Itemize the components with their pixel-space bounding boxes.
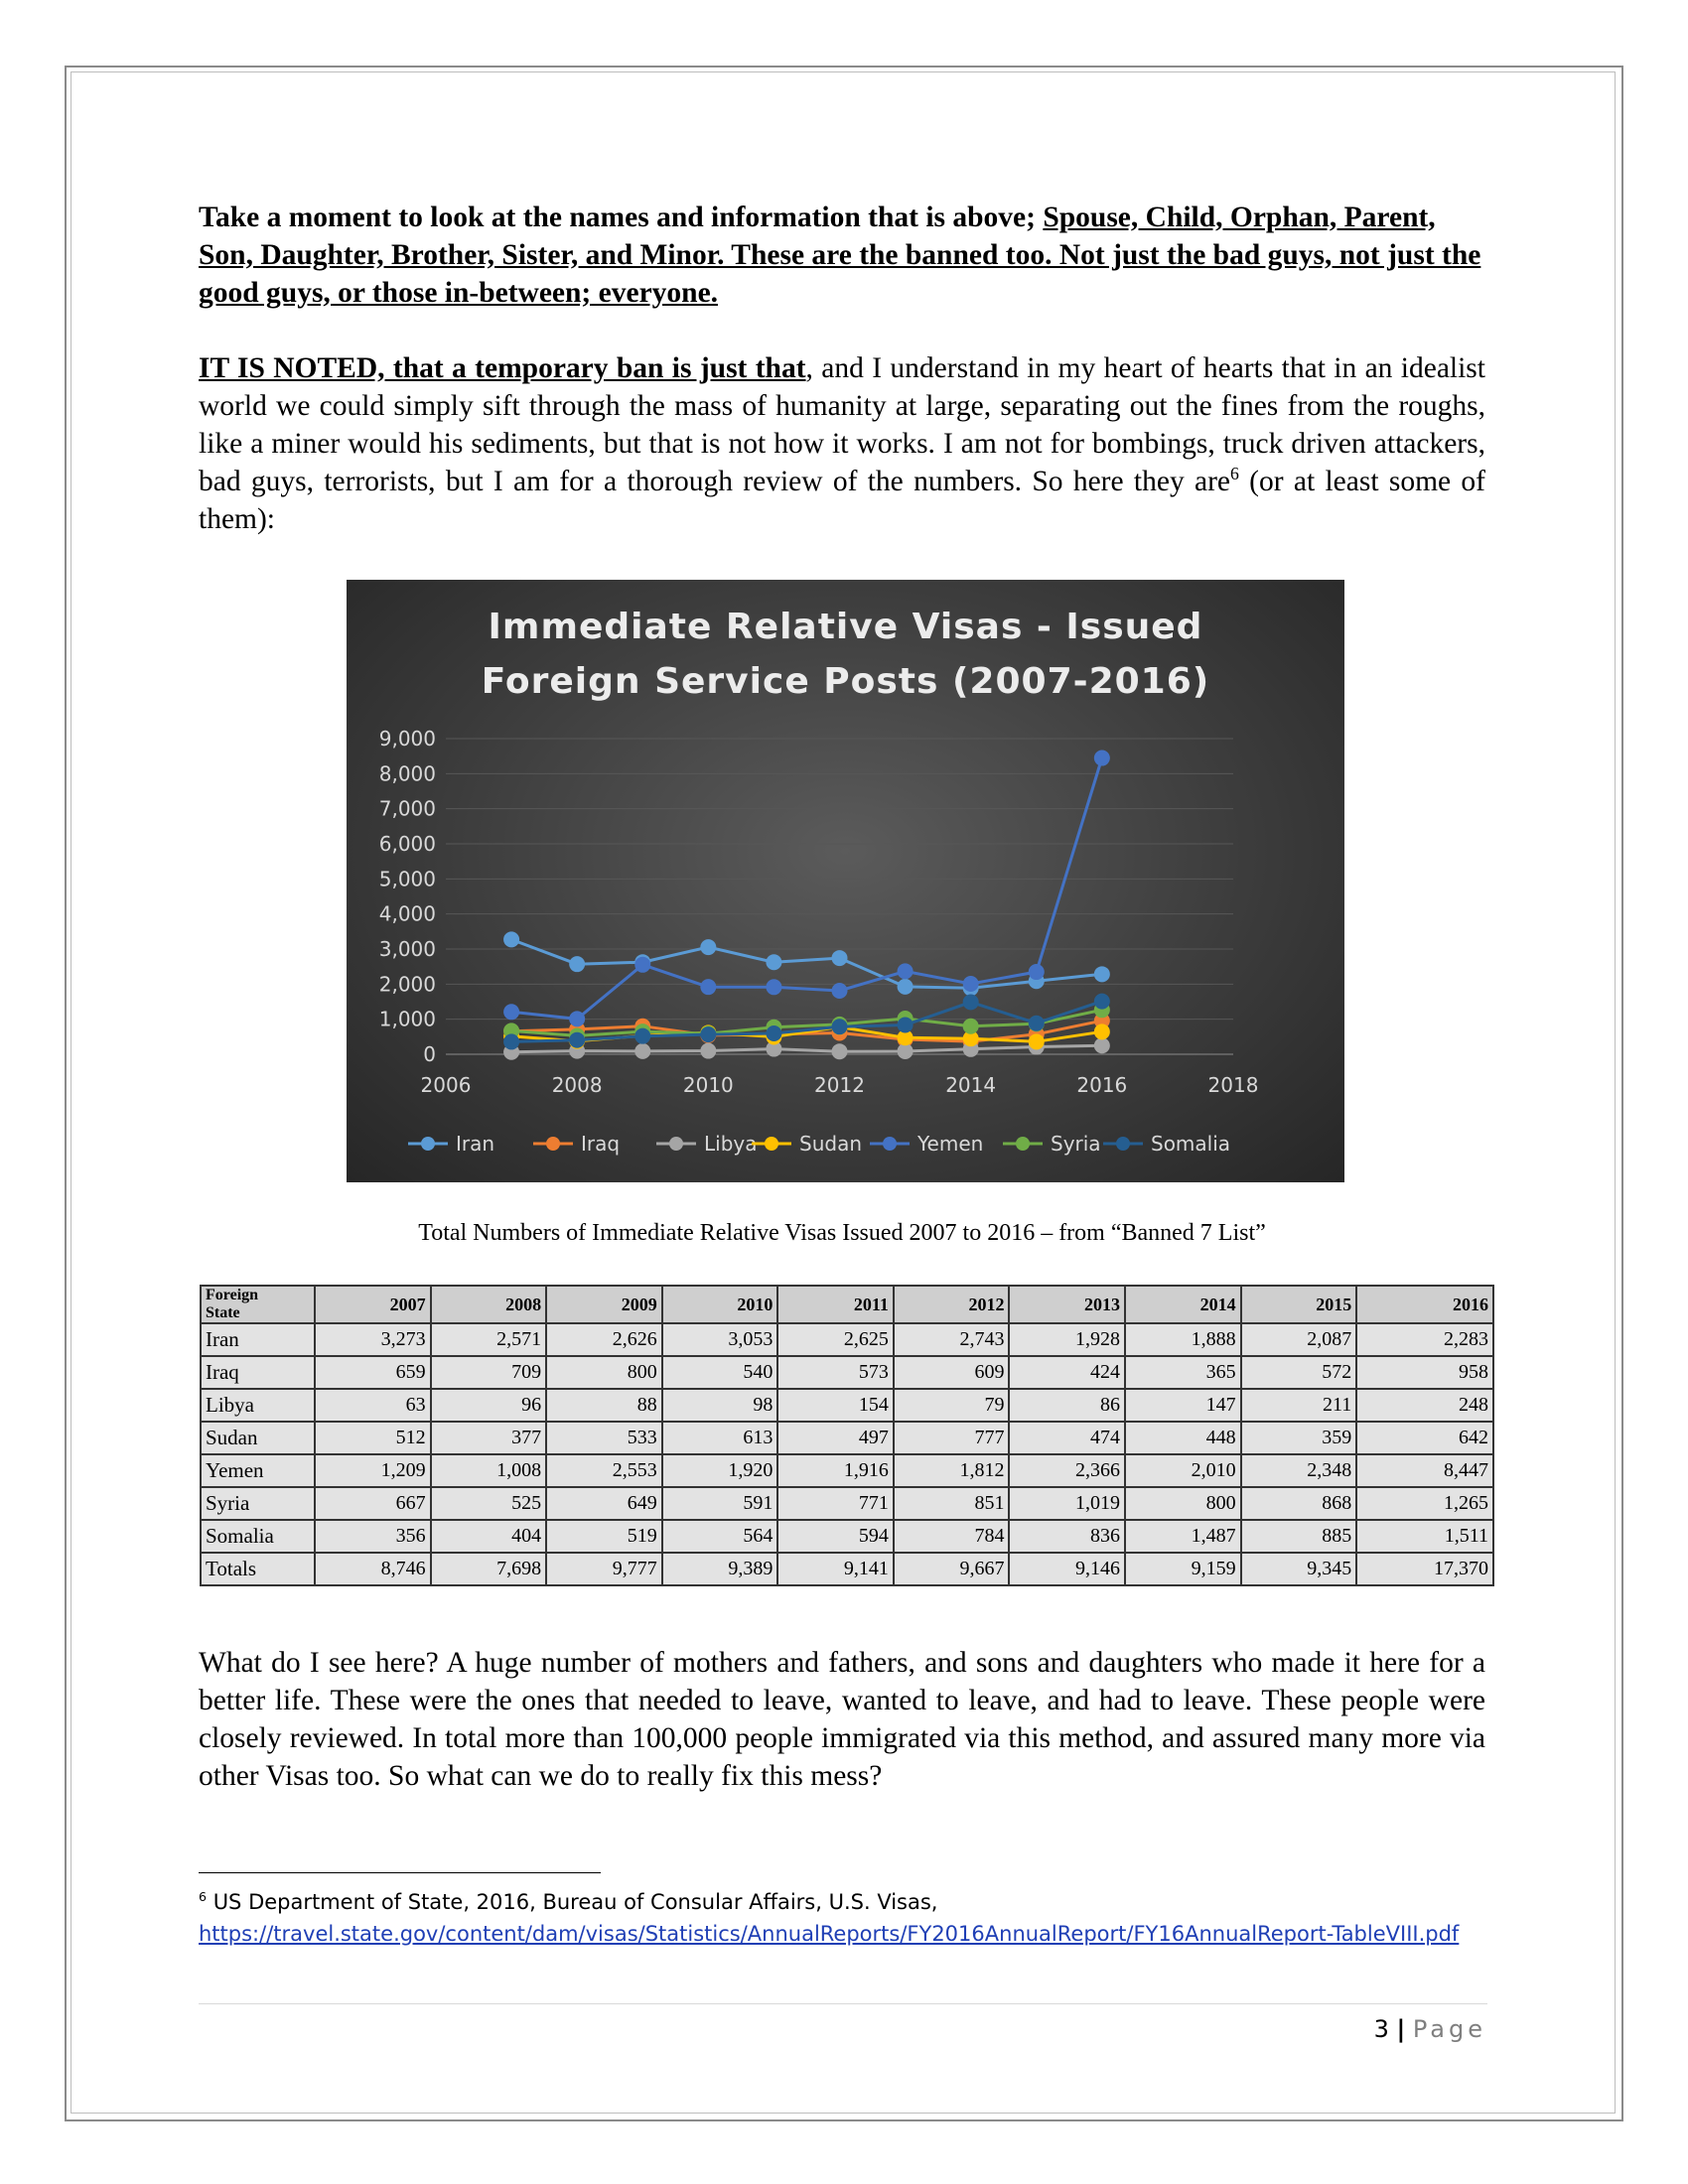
- data-point-yemen: [1029, 964, 1045, 980]
- table-cell: 9,146: [1009, 1553, 1125, 1585]
- table-cell: 800: [1125, 1487, 1241, 1520]
- table-header-row: [201, 1286, 1493, 1323]
- data-point-libya: [898, 1043, 914, 1059]
- paragraph-banned-relatives: [199, 199, 1485, 312]
- table-cell: 659: [315, 1356, 431, 1389]
- table-cell: 1,511: [1356, 1520, 1493, 1553]
- table-cell: 594: [777, 1520, 894, 1553]
- table-cell: 1,265: [1356, 1487, 1493, 1520]
- table-cell: 591: [662, 1487, 778, 1520]
- table-cell: 9,777: [546, 1553, 662, 1585]
- table-cell: 1,916: [777, 1454, 894, 1487]
- x-tick-label: 2018: [1207, 1073, 1259, 1097]
- table-cell: 96: [431, 1389, 547, 1422]
- table-cell: 9,141: [777, 1553, 894, 1585]
- data-point-iran: [898, 979, 914, 995]
- row-state-name: Libya: [201, 1389, 315, 1422]
- legend-label: Syria: [1051, 1132, 1101, 1156]
- visa-chart: [347, 580, 1344, 1182]
- legend-swatch-marker: [1016, 1137, 1030, 1151]
- p2-tail-text: (or at least some of them):: [199, 466, 1485, 535]
- footnote: [199, 1886, 1489, 1950]
- data-point-syria: [963, 1019, 979, 1034]
- table-cell: 3,273: [315, 1323, 431, 1356]
- x-tick-label: 2012: [814, 1073, 865, 1097]
- table-cell: 851: [894, 1487, 1010, 1520]
- data-point-iran: [766, 954, 781, 970]
- table-cell: 86: [1009, 1389, 1125, 1422]
- data-point-somalia: [1029, 1016, 1045, 1031]
- table-cell: 8,447: [1356, 1454, 1493, 1487]
- table-cell: 377: [431, 1422, 547, 1454]
- y-tick-label: 1,000: [378, 1007, 436, 1031]
- series-line-yemen: [511, 758, 1102, 1020]
- table-cell: 9,667: [894, 1553, 1010, 1585]
- table-cell: 2,626: [546, 1323, 662, 1356]
- header-year: 2014: [1125, 1286, 1241, 1323]
- data-point-yemen: [634, 957, 650, 973]
- table-cell: 474: [1009, 1422, 1125, 1454]
- y-tick-label: 2,000: [378, 972, 436, 997]
- header-year: 2013: [1009, 1286, 1125, 1323]
- visa-table: [200, 1285, 1494, 1586]
- table-cell: 573: [777, 1356, 894, 1389]
- header-year: 2015: [1241, 1286, 1357, 1323]
- table-row: [201, 1454, 1493, 1487]
- paragraph-temporary-ban: [199, 349, 1485, 538]
- table-cell: 63: [315, 1389, 431, 1422]
- footnote-separator: [199, 1872, 601, 1873]
- chart-title-line2: Foreign Service Posts (2007-2016): [481, 661, 1210, 702]
- data-point-yemen: [569, 1011, 585, 1026]
- footer-rule: [199, 2003, 1487, 2004]
- y-tick-label: 4,000: [378, 901, 436, 926]
- page-number-value: 3: [1373, 2015, 1389, 2043]
- table-cell: 784: [894, 1520, 1010, 1553]
- table-caption: Total Numbers of Immediate Relative Visas Issued 2007 to 2016 – from “Banned 7 List”: [418, 1220, 1266, 1246]
- row-state-name: Totals: [201, 1553, 315, 1585]
- table-cell: 2,625: [777, 1323, 894, 1356]
- table-cell: 154: [777, 1389, 894, 1422]
- table-cell: 1,920: [662, 1454, 778, 1487]
- row-state-name: Iran: [201, 1323, 315, 1356]
- table-cell: 98: [662, 1389, 778, 1422]
- x-tick-label: 2016: [1076, 1073, 1128, 1097]
- header-year: 2009: [546, 1286, 662, 1323]
- footnote-ref: 6: [1230, 464, 1239, 484]
- header-year: 2016: [1356, 1286, 1493, 1323]
- table-cell: 9,159: [1125, 1553, 1241, 1585]
- header-year: 2012: [894, 1286, 1010, 1323]
- legend-label: Iran: [456, 1132, 495, 1156]
- data-point-somalia: [569, 1032, 585, 1048]
- legend-label: Sudan: [799, 1132, 862, 1156]
- p2-body-text: , and I understand in my heart of hearts that in an idealist world we could simply sift through the mass of humanity at large, separating out the fines from the roughs, like a miner would his sediments, but that is not how it works. I am not for bombings, truck driven attackers, bad guys, terrorists, but I am for a thorough review of the numbers. So here they are: [199, 352, 1485, 497]
- data-point-iran: [1094, 966, 1110, 982]
- y-tick-label: 7,000: [378, 796, 436, 821]
- table-body: [201, 1323, 1493, 1585]
- table-cell: 540: [662, 1356, 778, 1389]
- table-cell: 3,053: [662, 1323, 778, 1356]
- y-tick-label: 3,000: [378, 937, 436, 961]
- chart-title-line1: Immediate Relative Visas - Issued: [488, 607, 1203, 647]
- table-cell: 424: [1009, 1356, 1125, 1389]
- table-cell: 1,928: [1009, 1323, 1125, 1356]
- data-point-libya: [634, 1043, 650, 1059]
- legend-label: Libya: [704, 1132, 758, 1156]
- table-row: [201, 1356, 1493, 1389]
- table-row: [201, 1553, 1493, 1585]
- data-point-yemen: [832, 983, 848, 999]
- data-point-sudan: [1094, 1024, 1110, 1039]
- row-state-name: Yemen: [201, 1454, 315, 1487]
- table-cell: 868: [1241, 1487, 1357, 1520]
- data-point-libya: [1094, 1037, 1110, 1053]
- footnote-marker: 6: [199, 1889, 208, 1904]
- data-point-iran: [503, 931, 519, 947]
- table-row: [201, 1389, 1493, 1422]
- header-year: 2007: [315, 1286, 431, 1323]
- table-cell: 497: [777, 1422, 894, 1454]
- table-cell: 512: [315, 1422, 431, 1454]
- table-cell: 1,209: [315, 1454, 431, 1487]
- data-point-somalia: [634, 1028, 650, 1044]
- page-label: Page: [1412, 2015, 1486, 2043]
- series-line-iran: [511, 939, 1102, 988]
- table-cell: 613: [662, 1422, 778, 1454]
- table-cell: 2,348: [1241, 1454, 1357, 1487]
- legend-label: Iraq: [581, 1132, 621, 1156]
- data-point-iran: [832, 950, 848, 966]
- table-cell: 642: [1356, 1422, 1493, 1454]
- header-year: 2010: [662, 1286, 778, 1323]
- table-cell: 7,698: [431, 1553, 547, 1585]
- table-cell: 2,571: [431, 1323, 547, 1356]
- page-number: [1374, 2015, 1486, 2043]
- table-cell: 609: [894, 1356, 1010, 1389]
- page-separator: |: [1396, 2015, 1406, 2043]
- table-cell: 709: [431, 1356, 547, 1389]
- footnote-link[interactable]: https://travel.state.gov/content/dam/visas/Statistics/AnnualReports/FY2016AnnualReport/FY16AnnualReport-TableVIII.pdf: [199, 1922, 1460, 1946]
- table-cell: 404: [431, 1520, 547, 1553]
- table-cell: 2,087: [1241, 1323, 1357, 1356]
- data-point-somalia: [963, 994, 979, 1010]
- data-point-yemen: [898, 963, 914, 979]
- table-cell: 800: [546, 1356, 662, 1389]
- legend-swatch-marker: [546, 1137, 560, 1151]
- x-tick-label: 2008: [551, 1073, 603, 1097]
- row-state-name: Syria: [201, 1487, 315, 1520]
- table-cell: 572: [1241, 1356, 1357, 1389]
- table-row: [201, 1422, 1493, 1454]
- table-cell: 2,366: [1009, 1454, 1125, 1487]
- legend-swatch-marker: [883, 1137, 897, 1151]
- x-tick-label: 2010: [682, 1073, 734, 1097]
- table-cell: 777: [894, 1422, 1010, 1454]
- y-tick-label: 8,000: [378, 761, 436, 786]
- y-tick-label: 6,000: [378, 832, 436, 856]
- table-cell: 356: [315, 1520, 431, 1553]
- table-cell: 525: [431, 1487, 547, 1520]
- y-tick-label: 9,000: [378, 727, 436, 751]
- row-state-name: Sudan: [201, 1422, 315, 1454]
- table-cell: 147: [1125, 1389, 1241, 1422]
- table-cell: 359: [1241, 1422, 1357, 1454]
- legend-swatch-marker: [1116, 1137, 1130, 1151]
- x-tick-label: 2014: [945, 1073, 997, 1097]
- table-cell: 836: [1009, 1520, 1125, 1553]
- p1-plain-text: Take a moment to look at the names and information that is above;: [199, 202, 1044, 233]
- table-cell: 211: [1241, 1389, 1357, 1422]
- y-tick-label: 0: [423, 1042, 436, 1066]
- table-row: [201, 1487, 1493, 1520]
- data-point-libya: [832, 1043, 848, 1059]
- table-cell: 2,553: [546, 1454, 662, 1487]
- legend-swatch-marker: [765, 1137, 778, 1151]
- data-point-yemen: [963, 976, 979, 992]
- data-point-somalia: [700, 1026, 716, 1042]
- row-state-name: Somalia: [201, 1520, 315, 1553]
- data-point-sudan: [1029, 1033, 1045, 1049]
- data-point-somalia: [766, 1025, 781, 1041]
- data-point-libya: [700, 1043, 716, 1059]
- table-cell: 1,008: [431, 1454, 547, 1487]
- data-point-somalia: [832, 1019, 848, 1034]
- header-year: 2011: [777, 1286, 894, 1323]
- header-foreign-state: Foreign State: [201, 1286, 315, 1323]
- table-cell: 8,746: [315, 1553, 431, 1585]
- table-cell: 248: [1356, 1389, 1493, 1422]
- table-cell: 1,019: [1009, 1487, 1125, 1520]
- table-cell: 2,010: [1125, 1454, 1241, 1487]
- x-tick-label: 2006: [420, 1073, 472, 1097]
- table-cell: 564: [662, 1520, 778, 1553]
- table-cell: 448: [1125, 1422, 1241, 1454]
- row-state-name: Iraq: [201, 1356, 315, 1389]
- table-cell: 2,283: [1356, 1323, 1493, 1356]
- footnote-text: US Department of State, 2016, Bureau of Consular Affairs, U.S. Visas,: [207, 1890, 938, 1914]
- data-point-yemen: [1094, 751, 1110, 766]
- table-row: [201, 1520, 1493, 1553]
- table-cell: 79: [894, 1389, 1010, 1422]
- data-point-somalia: [898, 1017, 914, 1032]
- table-cell: 771: [777, 1487, 894, 1520]
- table-cell: 1,888: [1125, 1323, 1241, 1356]
- table-row: [201, 1323, 1493, 1356]
- series-line-libya: [511, 1045, 1102, 1052]
- table-cell: 365: [1125, 1356, 1241, 1389]
- legend-label: Somalia: [1151, 1132, 1231, 1156]
- legend-label: Yemen: [917, 1132, 984, 1156]
- data-point-iran: [569, 956, 585, 972]
- table-cell: 885: [1241, 1520, 1357, 1553]
- data-point-somalia: [1094, 994, 1110, 1010]
- header-year: 2008: [431, 1286, 547, 1323]
- table-cell: 2,743: [894, 1323, 1010, 1356]
- chart-plot-area: [347, 580, 1344, 1182]
- data-point-iran: [700, 939, 716, 955]
- table-cell: 17,370: [1356, 1553, 1493, 1585]
- table-cell: 958: [1356, 1356, 1493, 1389]
- table-cell: 1,487: [1125, 1520, 1241, 1553]
- table-cell: 88: [546, 1389, 662, 1422]
- legend-swatch-marker: [669, 1137, 683, 1151]
- paragraph-what-do-i-see: What do I see here? A huge number of mothers and fathers, and sons and daughters who made it here for a better life. These were the ones that needed to leave, wanted to leave, and had to leave. These people were closely reviewed. In total more than 100,000 people immigrated via this method, and assured many more via other Visas too. So what can we do to really fix this mess?: [199, 1647, 1485, 1792]
- data-point-yemen: [503, 1004, 519, 1020]
- data-point-yemen: [766, 979, 781, 995]
- data-point-somalia: [503, 1033, 519, 1049]
- data-point-yemen: [700, 979, 716, 995]
- table-cell: 519: [546, 1520, 662, 1553]
- table-cell: 9,345: [1241, 1553, 1357, 1585]
- legend-swatch-marker: [421, 1137, 435, 1151]
- table-cell: 9,389: [662, 1553, 778, 1585]
- table-cell: 649: [546, 1487, 662, 1520]
- table-cell: 667: [315, 1487, 431, 1520]
- table-cell: 1,812: [894, 1454, 1010, 1487]
- table-cell: 533: [546, 1422, 662, 1454]
- p1-underlined-text: Spouse, Child, Orphan, Parent, Son, Daughter, Brother, Sister, and Minor. These are the banned too. Not just the bad guys, not just the good guys, or those in-between; everyone.: [199, 202, 1481, 309]
- p2-lead-text: IT IS NOTED, that a temporary ban is just that: [199, 352, 806, 384]
- y-tick-label: 5,000: [378, 867, 436, 891]
